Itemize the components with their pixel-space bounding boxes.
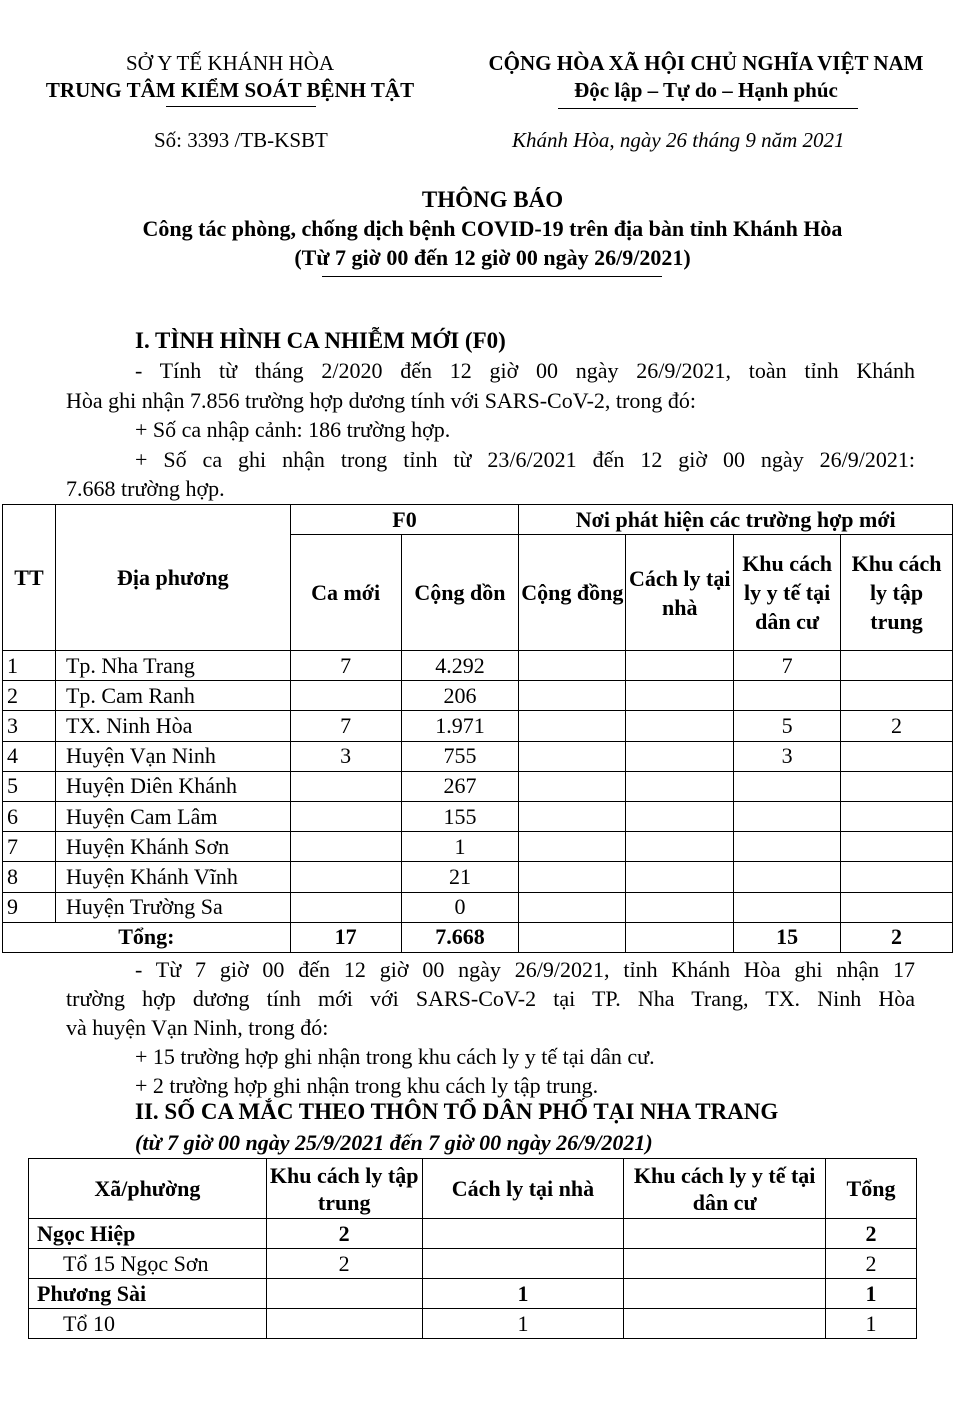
table-row: 1 Tp. Nha Trang 7 4.292 7 — [3, 651, 953, 681]
total-row: Tổng: 17 7.668 15 2 — [3, 922, 953, 952]
header-ward: Xã/phường — [29, 1159, 267, 1219]
section1-p1-line1: - Tính từ tháng 2/2020 đến 12 giờ 00 ngày 26/9/2021, toàn tỉnh Khánh — [135, 358, 915, 383]
title-underline — [322, 276, 662, 277]
table-row: 6 Huyện Cam Lâm 155 — [3, 801, 953, 831]
section2-heading: II. SỐ CA MẮC THEO THÔN TỔ DÂN PHỐ TẠI NHA TRANG — [135, 1099, 779, 1124]
country-name: CỘNG HÒA XÃ HỘI CHỦ NGHĨA VIỆT NAM — [488, 51, 924, 75]
header-residential-isolation: Khu cách ly y tế tại dân cư — [624, 1159, 826, 1219]
header-total: Tổng — [826, 1159, 917, 1219]
section1-p2: + Số ca nhập cảnh: 186 trường hợp. — [135, 417, 451, 442]
section1-p1-line2: Hòa ghi nhận 7.856 trường hợp dương tính với SARS-CoV-2, trong đó: — [66, 388, 696, 413]
ward-row: Ngọc Hiệp 2 2 — [29, 1219, 917, 1249]
table-row: 3 TX. Ninh Hòa 7 1.971 5 2 — [3, 711, 953, 741]
motto-underline — [558, 108, 858, 109]
cases-by-locality-table — [2, 504, 953, 953]
org-name: TRUNG TÂM KIỂM SOÁT BỆNH TẬT — [45, 78, 415, 102]
total-label: Tổng: — [3, 922, 291, 952]
doc-title: THÔNG BÁO — [421, 187, 564, 212]
ward-row: Phương Sài 1 1 — [29, 1279, 917, 1309]
section1-p3-line2: 7.668 trường hợp. — [66, 476, 225, 501]
org-underline — [166, 106, 316, 107]
doc-subject: Công tác phòng, chống dịch bệnh COVID-19 trên địa bàn tỉnh Khánh Hòa — [142, 216, 843, 241]
summary-line1: - Từ 7 giờ 00 đến 12 giờ 00 ngày 26/9/2021, tỉnh Khánh Hòa ghi nhận 17 — [135, 957, 915, 982]
doc-number: Số: 3393 /TB-KSBT — [154, 128, 328, 152]
summary-line5: + 2 trường hợp ghi nhận trong khu cách ly tập trung. — [135, 1073, 599, 1098]
header-detection: Nơi phát hiện các trường hợp mới — [519, 505, 953, 535]
org-parent: SỞ Y TẾ KHÁNH HÒA — [125, 51, 335, 75]
table-row: 7 Huyện Khánh Sơn 1 — [3, 832, 953, 862]
header-central-isolation: Khu cách ly tập trung — [841, 535, 953, 651]
table-row: 9 Huyện Trường Sa 0 — [3, 892, 953, 922]
table-row: 4 Huyện Vạn Ninh 3 755 3 — [3, 741, 953, 771]
subarea-row: Tổ 10 1 1 — [29, 1309, 917, 1339]
header-residential-isolation: Khu cách ly y tế tại dân cư — [734, 535, 841, 651]
header-cumulative: Cộng dồn — [401, 535, 519, 651]
header-central-isolation: Khu cách ly tập trung — [266, 1159, 422, 1219]
doc-period: (Từ 7 giờ 00 đến 12 giờ 00 ngày 26/9/2021) — [294, 245, 691, 270]
header-new-cases: Ca mới — [290, 535, 401, 651]
header-tt: TT — [3, 505, 56, 651]
title-block — [40, 185, 945, 272]
header-locality: Địa phương — [55, 505, 290, 651]
table-row: 2 Tp. Cam Ranh 206 — [3, 681, 953, 711]
header-f0: F0 — [290, 505, 519, 535]
section1-heading: I. TÌNH HÌNH CA NHIỄM MỚI (F0) — [135, 328, 506, 353]
header-home-isolation: Cách ly tại nhà — [422, 1159, 624, 1219]
national-heading — [462, 50, 950, 104]
summary-line3: và huyện Vạn Ninh, trong đó: — [66, 1015, 329, 1040]
subarea-row: Tổ 15 Ngọc Sơn 2 2 — [29, 1249, 917, 1279]
motto: Độc lập – Tự do – Hạnh phúc — [574, 78, 838, 102]
header-community: Cộng đồng — [519, 535, 626, 651]
table-row: 8 Huyện Khánh Vĩnh 21 — [3, 862, 953, 892]
summary-line4: + 15 trường hợp ghi nhận trong khu cách ly y tế tại dân cư. — [135, 1044, 655, 1069]
table-row: 5 Huyện Diên Khánh 267 — [3, 771, 953, 801]
issuing-org — [30, 50, 430, 104]
section1-p3-line1: + Số ca ghi nhận trong tỉnh từ 23/6/2021 đến 12 giờ 00 ngày 26/9/2021: — [135, 447, 915, 472]
cases-by-ward-table — [28, 1158, 917, 1339]
header-home-isolation: Cách ly tại nhà — [626, 535, 734, 651]
place-date: Khánh Hòa, ngày 26 tháng 9 năm 2021 — [512, 128, 845, 152]
section2-subheading: (từ 7 giờ 00 ngày 25/9/2021 đến 7 giờ 00 ngày 26/9/2021) — [135, 1130, 653, 1155]
summary-line2: trường hợp dương tính mới với SARS-CoV-2 tại TP. Nha Trang, TX. Ninh Hòa — [66, 986, 915, 1011]
